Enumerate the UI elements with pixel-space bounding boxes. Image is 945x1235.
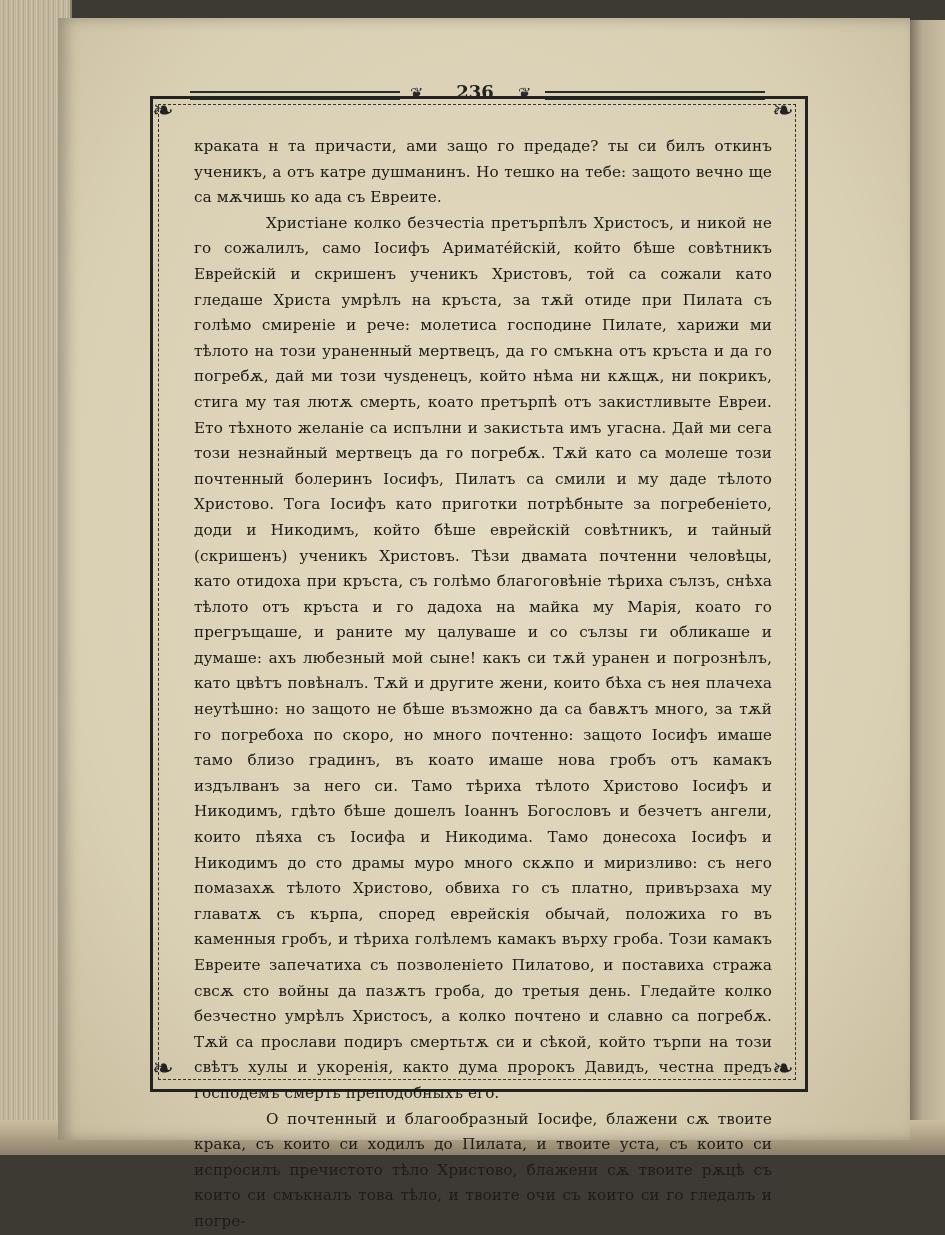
page-number: 236 [456,82,494,103]
paragraph-continuation: краката н та причасти, ами защо го предаде? ты си билъ откинъ ученикъ, а отъ катре душманинъ. Но тешко на тебе: защото вечно ще са мѫчишь ко ада съ Евреите. [194,137,772,207]
paragraph-main: Христіане колко безчестіа претърпѣлъ Христосъ, и никой не го сожалилъ, само Іосифъ Аримате́йскій, който бѣше совѣтникъ Еврейскій и скришенъ ученикъ Христовъ, той са сожали като гледаше Христа умрѣлъ на кръста, за тѫй отиде при Пилата съ голѣмо смиреніе и рече: молетиса господине Пилате, харижи ми тѣлото на този ураненный мертвецъ, да го смъкна отъ кръста и да го погребѫ, дай ми този чуѕденецъ, който нѣма ни кѫщѫ, ни покрикъ, стига му тая лютѫ смерть, коато претърпѣ отъ закистливыте Евреи. Ето тѣхното желаніе са испълни и закистьта имъ угасна. Дай ми сега този незнайный мертвецъ да го погребѫ. Тѫй като са молеше този почтенный болеринъ Іосифъ, Пилатъ са смили и му даде тѣлото Христово. Тога Іосифъ като приготки потрѣбныте за погребеніето, доди и Никодимъ, който бѣше еврейскій совѣтникъ, и тайный (скришенъ) ученикъ Христовъ. Тѣзи двамата почтенни человѣцы, като отидоха при кръста, съ голѣмо благоговѣніе тѣриха сълзъ, снѣха тѣлото отъ кръста и го дадоха на майка му Марія, коато го прегръщаше, и раните му цалуваше и со сълзы ги обликаше и думаше: ахъ любезный мой сыне! какъ си тѫй уранен и погрознѣлъ, като цвѣтъ повѣналъ. Тѫй и другите жени, които бѣха съ нея плачеха неутѣшно: но защото не бѣше възможно да са бавѫтъ много, за тѫй го погребоха по скоро, но много почтенно: защото Іосифъ имаше тамо близо градинъ, въ коато имаше нова гробъ отъ камакъ издълванъ за него си. Тамо тѣриха тѣлото Христово Іосифъ и Никодимъ, гдѣто бѣше дошелъ Іоаннъ Богословъ и безчетъ ангели, които пѣяха съ Іосифа и Никодима. Тамо донесоха Іосифъ и Никодимъ до сто драмы муро много скѫпо и миризливо: съ него помазахѫ тѣлото Христово, обвиха го съ платно, привързаха му главатѫ съ кърпа, според еврейскія обычай, положиха го въ каменныя гробъ, и тѣриха голѣлемъ камакъ върху гроба. Този камакъ Евреите запечатиха съ позволеніето Пилатово, и поставиха стража свсѫ сто войны да пазѫтъ гроба, до третыя день. Гледайте колко безчестно умрѣлъ Христосъ, а колко почтено и славно са погребѫ. Тѫй са прослави подиръ смертьтѫ си и сѣкой, който търпи на този свѣтъ хулы и укоренія, както дума пророкъ Давидъ, честна предъ господемъ смерть преподобныхъ его. [194,213,772,1102]
facing-page-edge [907,20,945,1130]
leaf-ornament-right-icon: ❦ [518,84,532,103]
corner-ornament-bottom-right-icon: ❧ [772,1054,794,1084]
page-body-text [194,134,772,1235]
leaf-ornament-left-icon: ❦ [410,84,424,103]
paragraph-final: О почтенный и благообразный Іосифе, блажени сѫ твоите крака, съ които си ходилъ до Пилата, и твоите уста, съ които си испросилъ пречистото тѣло Христово, блажени сѫ твоите рѫцѣ съ които си смъкналъ това тѣло, и твоите очи съ които си го гледалъ и погре- [194,1109,772,1230]
corner-ornament-top-left-icon: ❧ [152,96,174,126]
corner-ornament-top-right-icon: ❧ [772,96,794,126]
corner-ornament-bottom-left-icon: ❧ [152,1054,174,1084]
